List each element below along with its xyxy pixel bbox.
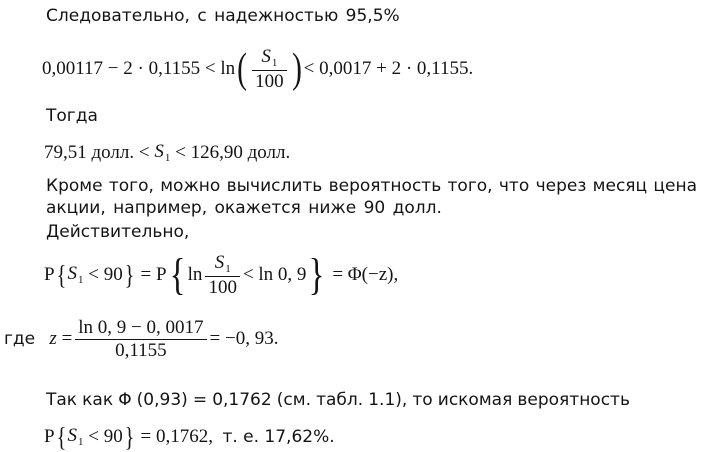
left-paren: ( [237, 46, 248, 92]
inequality-left: 0,00117 − 2 · 0,1155 < ln [42, 58, 236, 79]
subscript: 1 [78, 274, 84, 286]
inequality-log-ratio [42, 44, 473, 94]
variable-s [154, 141, 170, 165]
paragraph1-word: через [535, 176, 587, 196]
ln-tail: < ln 0, 9 [242, 264, 307, 285]
ln-label: ln [187, 264, 203, 285]
range-right: < 126,90 долл. [175, 142, 291, 163]
prob-P: P [44, 264, 55, 285]
big-brace-close: } [309, 250, 325, 299]
where-label: где [4, 329, 36, 349]
paragraph1-word: что [498, 176, 530, 196]
paragraph1-word: месяц [592, 176, 648, 196]
paragraph2-word: = [192, 390, 208, 410]
paragraph1-word: Кроме [46, 176, 103, 196]
subscript: 1 [164, 152, 171, 164]
paragraph1-word: того, [447, 176, 493, 196]
z-result: = −0, 93. [209, 328, 279, 349]
inequality-price-range [44, 141, 290, 165]
variable-s: S [214, 251, 225, 273]
paragraph2-word: Φ [118, 390, 132, 410]
prob-value: = 0,1762, [140, 426, 213, 447]
paragraph-since-phi [46, 390, 630, 410]
fraction-denominator: 100 [255, 70, 284, 92]
inequality-right: < 0,0017 + 2 · 0,1155. [303, 58, 474, 79]
paragraph1-word: того, [108, 176, 154, 196]
subscript: 1 [271, 56, 278, 69]
variable-s [68, 425, 84, 449]
lt-90: < 90 [88, 426, 123, 447]
paragraph2-word: (см. [276, 390, 311, 410]
variable-s-letter: S [154, 141, 164, 162]
paragraph2-word: вероятность [517, 390, 630, 410]
fraction-numerator: ln 0, 9 − 0, 0017 [78, 316, 204, 338]
variable-s-letter: S [67, 425, 78, 446]
brace-open: { [56, 259, 66, 290]
text-indeed: Действительно, [46, 222, 190, 242]
subscript: 1 [225, 262, 231, 275]
fraction-denominator: 0,1155 [115, 339, 167, 361]
paragraph2-word: 0,1762 [212, 390, 272, 410]
brace-open: { [56, 421, 66, 452]
brace-close: } [124, 421, 135, 452]
fraction-numerator [258, 47, 280, 70]
fraction-s1-over-100 [205, 253, 240, 298]
subscript: 1 [78, 436, 84, 448]
lt-90: < 90 [88, 264, 123, 285]
eq-P: = P [140, 264, 167, 285]
paragraph2-word: как [82, 390, 114, 410]
formula-probability-result [44, 421, 335, 452]
fraction-s1-over-100 [252, 47, 287, 92]
paragraph-probability-line2: акции, например, окажется ниже 90 долл. [46, 198, 442, 218]
phi-result: = Φ(−z), [332, 264, 399, 285]
right-paren: ) [291, 46, 302, 92]
variable-s-letter: S [67, 263, 78, 284]
text-line-reliability: Следовательно, с надежностью 95,5% [46, 6, 400, 26]
range-left: 79,51 долл. < [44, 142, 150, 163]
paragraph2-word: (0,93) [136, 390, 188, 410]
paragraph2-word: то [412, 390, 433, 410]
formula-probability-below-90 [44, 250, 398, 300]
paragraph2-word: табл. [316, 390, 364, 410]
paragraph1-word: цена [653, 176, 697, 196]
paragraph1-word: можно [160, 176, 221, 196]
equals-sign: = [61, 328, 73, 349]
brace-close: } [124, 259, 135, 290]
paragraph1-word: вероятность [328, 176, 442, 196]
percent-note: т. е. 17,62%. [222, 427, 335, 447]
fraction-z [75, 318, 206, 361]
text-then: Тогда [46, 106, 98, 126]
variable-z: z [49, 328, 57, 349]
big-brace-open: { [169, 250, 186, 299]
paragraph1-word: вычислить [226, 176, 323, 196]
paragraph-probability-line1 [46, 176, 697, 196]
variable-s [68, 263, 84, 287]
prob-P: P [44, 426, 55, 447]
variable-s: S [261, 45, 271, 67]
paragraph2-word: искомая [437, 390, 513, 410]
fraction-numerator [212, 253, 234, 276]
fraction-denominator: 100 [208, 276, 237, 298]
formula-z-value [4, 314, 278, 364]
paragraph2-word: 1.1), [368, 390, 408, 410]
paragraph2-word: Так [46, 390, 78, 410]
